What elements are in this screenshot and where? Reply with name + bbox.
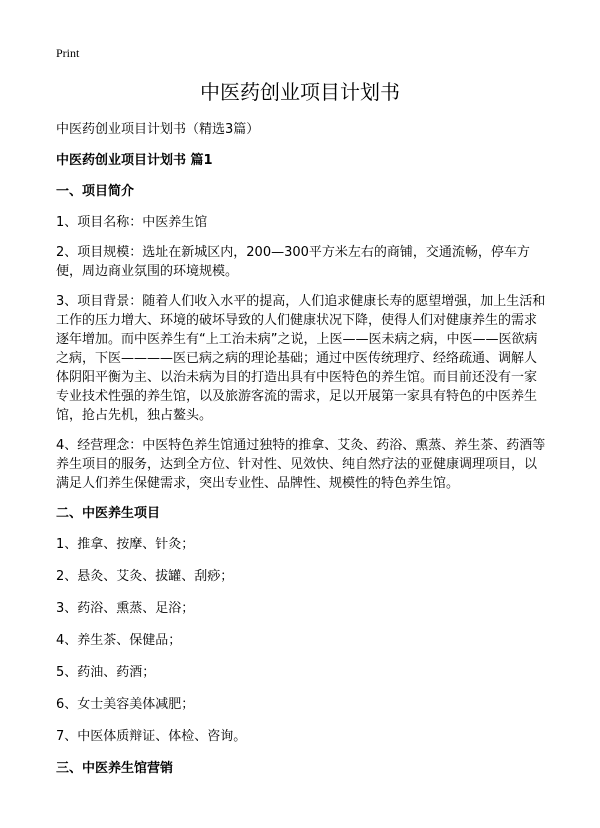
project-list [56,535,546,746]
part-title: 中医药创业项目计划书 篇1 [56,153,213,168]
paragraph-project-background: 3、项目背景：随着人们收入水平的提高，人们追求健康长寿的愿望增强，加上生活和工作的压力增大、环境的破坏导致的人们健康状况下降，使得人们对健康养生的需求逐年增加。而中医养生有“上工治未病”之说，上医——医未病之病，中医——医欲病之病，下医————医已病之病的理论基础；通过中医传统理疗、经络疏通、调解人体阴阳平衡为主、以治未病为目的打造出具有中医特色的养生馆。而目前还没有一家专业技术性强的养生馆，以及旅游客流的需求，足以开展第一家具有特色的中医养生馆，抢占先机，独占鳌头。 [56,294,546,423]
list-item: 7、中医体质辩证、体检、咨询。 [56,729,247,744]
document-subtitle: 中医药创业项目计划书（精选3篇） [56,122,260,137]
list-item: 2、悬灸、艾灸、拔罐、刮痧； [56,569,234,584]
section-heading-intro: 一、项目简介 [56,184,135,199]
list-item: 6、女士美容美体减肥； [56,697,195,712]
paragraph-business-concept: 4、经营理念：中医特色养生馆通过独特的推拿、艾灸、药浴、熏蒸、养生茶、药酒等养生项目的服务，达到全方位、针对性、见效快、纯自然疗法的亚健康调理项目，以满足人们养生保健需求，突出专业性、品牌性、规模性的特色养生馆。 [56,438,546,491]
document-body [56,120,546,790]
paragraph-project-name: 1、项目名称：中医养生馆 [56,215,208,230]
paragraph-project-scale: 2、项目规模：选址在新城区内，200—300平方米左右的商铺，交通流畅，停车方便，周边商业氛围的环境规模。 [56,245,530,279]
list-item: 1、推拿、按摩、针灸； [56,537,195,552]
print-label: Print [56,46,80,60]
list-item: 3、药浴、熏蒸、足浴； [56,601,195,616]
document-title: 中医药创业项目计划书 [200,80,400,104]
section-heading-projects: 二、中医养生项目 [56,506,161,521]
list-item: 4、养生茶、保健品； [56,633,182,648]
section-heading-marketing: 三、中医养生馆营销 [56,761,174,776]
list-item: 5、药油、药酒； [56,665,156,680]
